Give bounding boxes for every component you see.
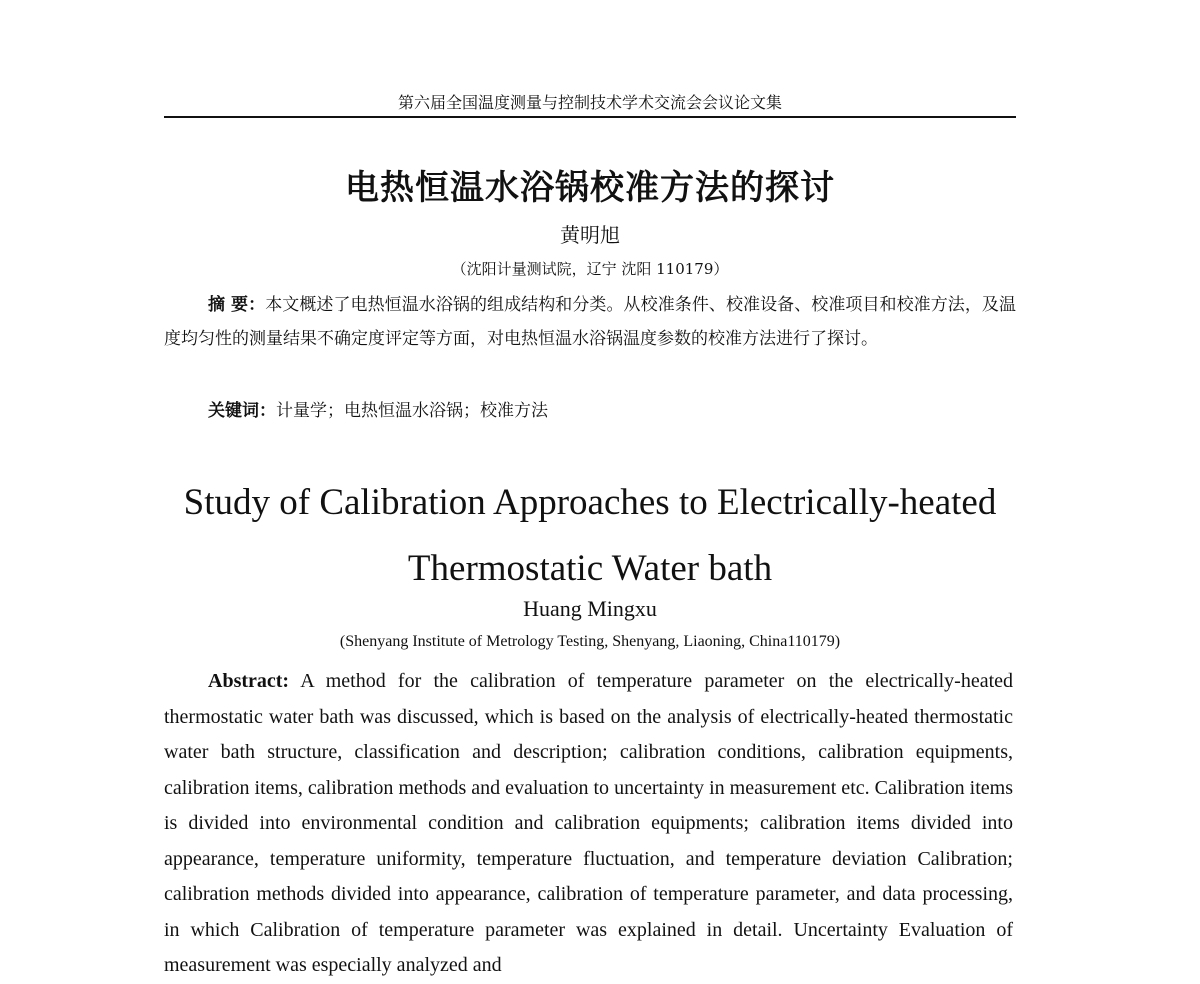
english-author: Huang Mingxu: [523, 596, 657, 621]
english-abstract-label: Abstract:: [208, 670, 290, 692]
chinese-author: 黄明旭: [560, 223, 620, 247]
header-rule: [164, 116, 1016, 118]
chinese-abstract-text: 本文概述了电热恒温水浴锅的组成结构和分类。从校准条件、校准设备、校准项目和校准方法，及温度均匀性的测量结果不确定度评定等方面，对电热恒温水浴锅温度参数的校准方法进行了探讨。: [164, 295, 1017, 349]
chinese-abstract-label: 摘 要：: [208, 295, 266, 315]
chinese-affiliation: （沈阳计量测试院，辽宁 沈阳 110179）: [451, 260, 729, 278]
chinese-keywords-label: 关键词：: [208, 401, 276, 421]
english-abstract: [164, 664, 1013, 984]
english-abstract-text: A method for the calibration of temperature parameter on the electrically-heated thermostatic water bath was discussed, which is based on the analysis of electrically-heated thermostatic water bath structure, classification and description; calibration conditions, calibration equipments, calibration items, calibration methods and evaluation to uncertainty in measurement etc. Calibration items is divided into environmental condition and calibration equipments; calibration items divided into appearance, temperature uniformity, temperature fluctuation, and temperature deviation Calibration; calibration methods divided into appearance, calibration of temperature parameter, and data processing, in which Calibration of temperature parameter was explained in detail. Uncertainty Evaluation of measurement was especially analyzed and: [164, 670, 1014, 976]
english-affiliation: (Shenyang Institute of Metrology Testing, Shenyang, Liaoning, China110179): [339, 633, 841, 650]
english-title: Study of Calibration Approaches to Electrically-heated Thermostatic Water bath: [183, 482, 997, 589]
chinese-title: 电热恒温水浴锅校准方法的探讨: [345, 168, 835, 208]
chinese-abstract: [164, 288, 1016, 356]
chinese-keywords: [164, 394, 1016, 428]
running-header: 第六届全国温度测量与控制技术学术交流会会议论文集: [397, 93, 782, 112]
chinese-keywords-text: 计量学；电热恒温水浴锅；校准方法: [276, 401, 548, 421]
